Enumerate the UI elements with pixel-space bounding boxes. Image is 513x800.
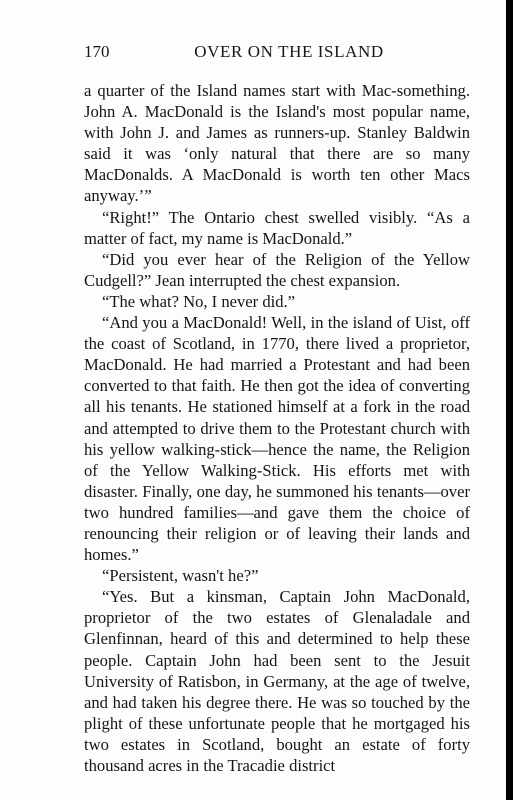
paragraph-3: “Did you ever hear of the Religion of the Yellow Cudgell?” Jean interrupted the chest expansion. (84, 249, 470, 290)
page-number: 170 (84, 42, 110, 61)
paragraph-6: “Persistent, wasn't he?” (102, 566, 259, 586)
paragraph-5: “And you a MacDonald! Well, in the island of Uist, off the coast of Scotland, in 1770, there lived a proprietor, MacDonald. He had married a Protestant and had been converted to that faith. He then got the idea of converting all his tenants. He stationed himself at a fork in the road and attempted to drive them to the Protestant church with his yellow walking-stick—hence the name, the Religion of the Yellow Walking-Stick. His efforts met with disaster. Finally, one day, he summoned his tenants—over two hundred families—and gave them the choice of renouncing their religion or of leaving their lands and homes.” (84, 313, 470, 565)
running-title: OVER ON THE ISLAND (194, 42, 384, 61)
paragraph-2: “Right!” The Ontario chest swelled visibly. “As a matter of fact, my name is MacDonald.” (84, 207, 470, 248)
body-text (84, 80, 470, 776)
paragraph-7: “Yes. But a kinsman, Captain John MacDonald, proprietor of the two estates of Glenaladale and Glenfinnan, heard of this and determined to help these people. Captain John had been sent to the Jesuit University of Ratisbon, in Germany, at the age of twelve, and had taken his degree there. He was so touched by the plight of these unfortunate people that he mortgaged his two estates in Scotland, bought an estate of forty thousand acres in the Tracadie district (84, 587, 470, 775)
page-header (84, 42, 470, 66)
paragraph-1: a quarter of the Island names start with Mac-something. John A. MacDonald is the Island's most popular name, with John J. and James as runners-up. Stanley Baldwin said it was ‘only natural that there are so many MacDonalds. A MacDonald is worth ten other Macs anyway.’” (84, 81, 470, 206)
page-edge-shadow (506, 0, 513, 800)
paragraph-4: “The what? No, I never did.” (102, 291, 296, 311)
